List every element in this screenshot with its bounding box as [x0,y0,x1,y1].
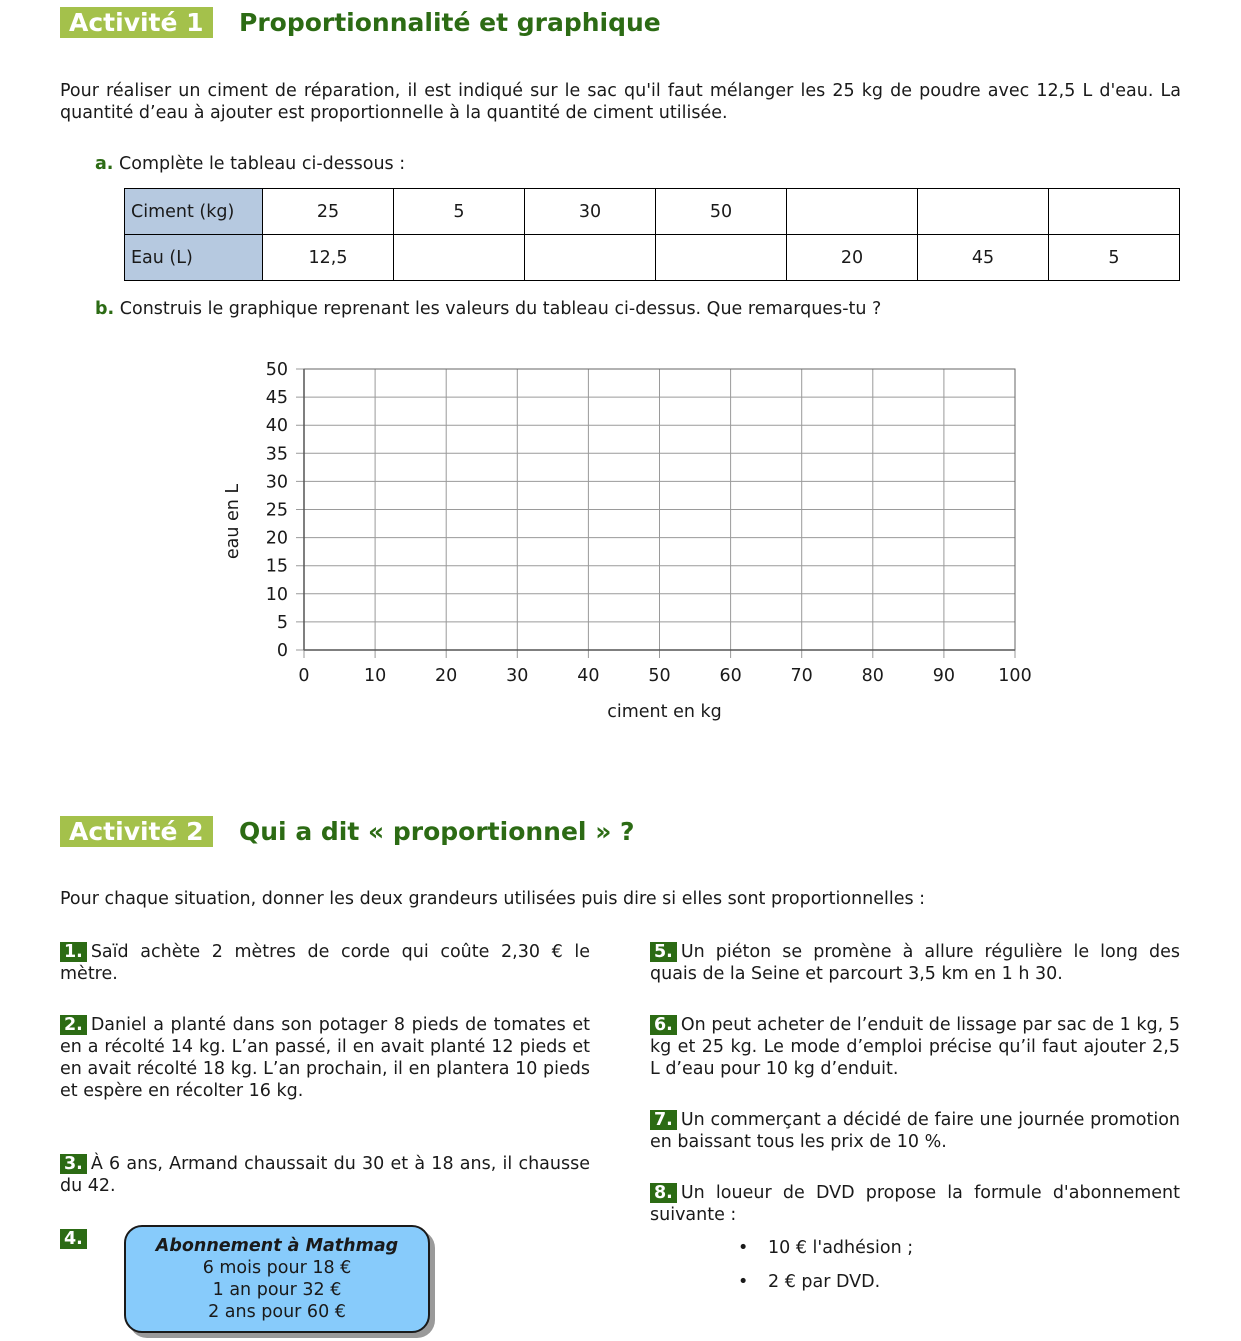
y-tick-label: 0 [276,641,288,661]
situation-text: Un commerçant a décidé de faire une journée promotion en baissant tous les prix de 10 %. [650,1110,1180,1152]
y-tick-label: 30 [265,472,288,493]
situation-5 [650,941,1180,985]
y-tick-label: 45 [265,388,288,409]
x-tick-label: 0 [298,666,310,686]
table-cell[interactable]: 12,5 [263,235,394,281]
table-cell[interactable] [918,189,1049,235]
table-cell[interactable]: 50 [656,189,787,235]
table-cell[interactable] [787,189,918,235]
question-b-letter: b. [95,299,115,319]
situation-text: Daniel a planté dans son potager 8 pieds de tomates et en a récolté 14 kg. L’an passé, il en avait planté 12 pieds et en avait récolté 18 kg. L’an prochain, il en plantera 10 pieds et espère en récolter 16 kg. [60,1015,590,1101]
y-tick-label: 15 [265,556,288,577]
bubble-title: Abonnement à Mathmag [155,1236,399,1256]
table-cell[interactable] [525,235,656,281]
number-badge: 5. [650,942,677,962]
bubble-line: 2 ans pour 60 € [208,1302,346,1322]
bullet-item [738,1238,913,1258]
activity-1-badge: Activité 1 [60,7,213,38]
x-tick-label: 50 [648,666,671,686]
x-tick-label: 100 [998,666,1032,686]
x-tick-label: 40 [577,666,600,686]
bubble-line: 6 mois pour 18 € [202,1258,352,1278]
number-badge: 4. [60,1229,87,1249]
y-axis-label: eau en L [223,483,243,560]
situation-4 [60,1228,91,1250]
situation-text: On peut acheter de l’enduit de lissage par sac de 1 kg, 5 kg et 25 kg. Le mode d’emploi précise qu’il faut ajouter 2,5 L d’eau pour 10 kg d’enduit. [650,1015,1180,1079]
bullet-icon: • [738,1238,749,1258]
bullet-icon: • [738,1272,749,1292]
table-cell[interactable] [1049,189,1180,235]
x-tick-label: 20 [435,666,458,686]
number-badge: 8. [650,1183,677,1203]
activity-1-title: Proportionnalité et graphique [239,8,661,37]
y-tick-label: 25 [265,500,288,521]
bullet-item [738,1272,880,1292]
table-cell[interactable]: 30 [525,189,656,235]
situation-7 [650,1109,1180,1153]
y-tick-label: 20 [265,528,288,549]
number-badge: 7. [650,1110,677,1130]
x-tick-label: 30 [506,666,529,686]
question-a [95,154,405,174]
number-badge: 3. [60,1154,87,1174]
situation-text: Un piéton se promène à allure régulière le long des quais de la Seine et parcourt 3,5 km en 1 h 30. [650,942,1180,984]
situation-6 [650,1014,1180,1080]
x-axis-label: ciment en kg [607,702,722,722]
table-cell[interactable]: 5 [394,189,525,235]
y-tick-label: 50 [265,360,288,380]
y-tick-label: 5 [276,612,288,633]
table-cell[interactable]: 20 [787,235,918,281]
activity-2-intro: Pour chaque situation, donner les deux grandeurs utilisées puis dire si elles sont proportionnelles : [60,889,926,909]
question-b-text: Construis le graphique reprenant les valeurs du tableau ci-dessus. Que remarques-tu ? [119,299,882,319]
number-badge: 1. [60,942,87,962]
table-row-ciment [125,189,1180,235]
situation-text: À 6 ans, Armand chaussait du 30 et à 18 ans, il chausse du 42. [60,1154,590,1196]
table-cell[interactable]: 5 [1049,235,1180,281]
table-cell[interactable] [656,235,787,281]
question-a-text: Complète le tableau ci-dessous : [119,154,406,174]
activity-1-intro: Pour réaliser un ciment de réparation, il est indiqué sur le sac qu'il faut mélanger les 25 kg de poudre avec 12,5 L d'eau. La quantité d’eau à ajouter est proportionnelle à la quantité de ciment utilisée. [60,81,1181,123]
y-tick-label: 40 [265,416,288,437]
activity-2-badge: Activité 2 [60,816,213,847]
y-tick-label: 35 [265,444,288,465]
table-header-ciment: Ciment (kg) [125,189,263,235]
activity-2-title: Qui a dit « proportionnel » ? [239,817,635,846]
number-badge: 6. [650,1015,677,1035]
bubble-line: 1 an pour 32 € [212,1280,342,1300]
bullet-text: 2 € par DVD. [768,1272,881,1292]
bullet-text: 10 € l'adhésion ; [768,1238,914,1258]
situation-2 [60,1014,590,1102]
situation-8 [650,1182,1180,1226]
y-tick-label: 10 [265,584,288,605]
x-tick-label: 90 [932,666,956,686]
table-cell[interactable]: 45 [918,235,1049,281]
question-b [95,299,881,319]
situation-text: Saïd achète 2 mètres de corde qui coûte 2,30 € le mètre. [60,942,590,984]
number-badge: 2. [60,1015,87,1035]
situation-1 [60,941,590,985]
x-tick-label: 10 [363,666,387,686]
proportion-table [124,188,1180,281]
x-tick-label: 60 [719,666,742,686]
table-cell[interactable]: 25 [263,189,394,235]
x-tick-label: 80 [861,666,884,686]
table-header-eau: Eau (L) [125,235,263,281]
empty-graph[interactable] [0,340,1241,740]
subscription-bubble [124,1225,430,1333]
x-tick-label: 70 [790,666,813,686]
table-row-eau [125,235,1180,281]
table-cell[interactable] [394,235,525,281]
question-a-letter: a. [95,154,114,174]
situation-text: Un loueur de DVD propose la formule d'abonnement suivante : [650,1183,1180,1225]
situation-3 [60,1153,590,1197]
